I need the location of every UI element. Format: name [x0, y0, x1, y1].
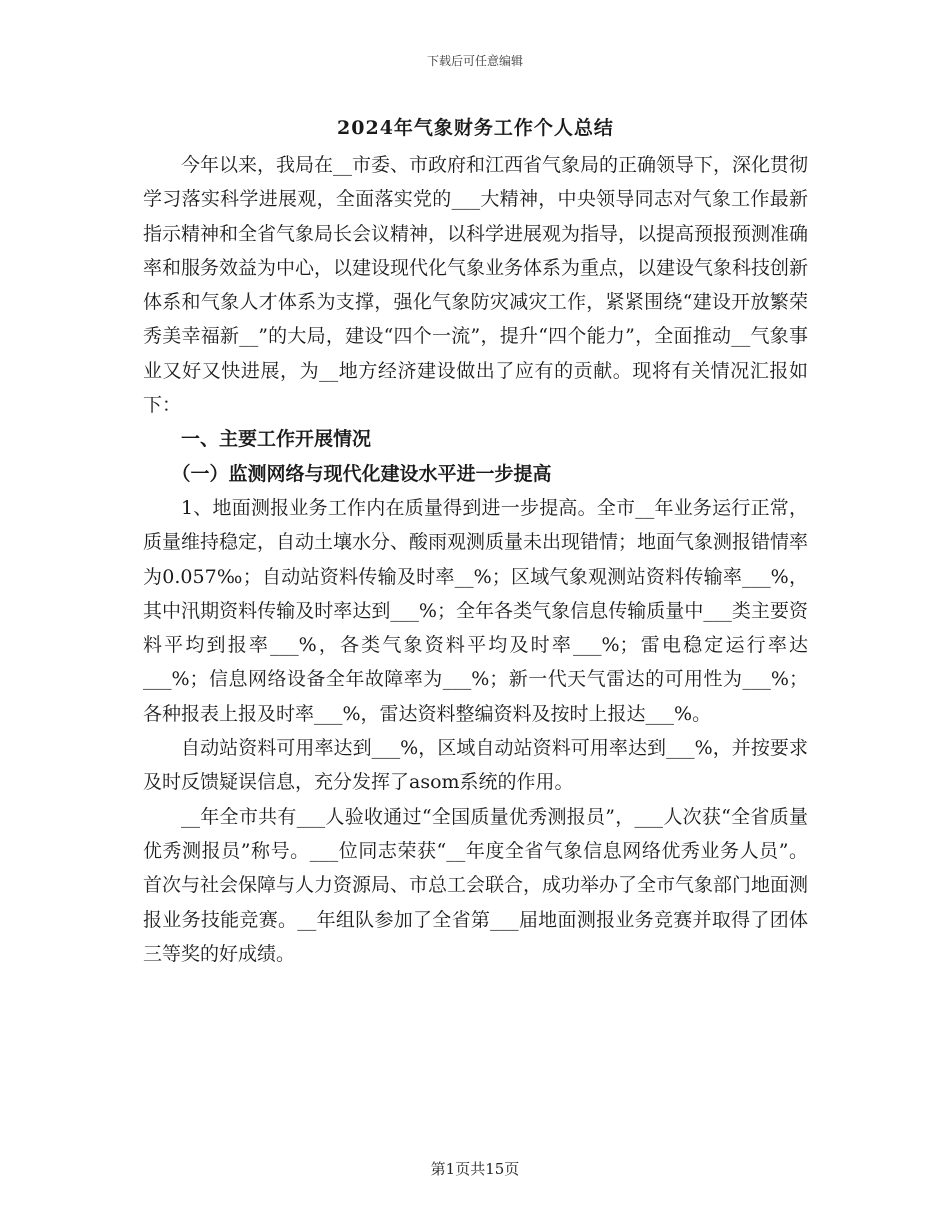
paragraph-awards: __年全市共有___人验收通过“全国质量优秀测报员”，___人次获“全省质量优秀测报员”称号。___位同志荣获“__年度全省气象信息网络优秀业务人员”。首次与社会保障与人力资源局、市总工会联合，成功举办了全市气象部门地面测报业务技能竞赛。__年组队参加了全省第___届地面测报业务竞赛并取得了团体三等奖的好成绩。	[143, 805, 809, 965]
paragraph-auto-station: 自动站资料可用率达到___%，区域自动站资料可用率达到___%，并按要求及时反馈疑误信息，充分发挥了asom系统的作用。	[143, 737, 808, 794]
document-title: 2024年气象财务工作个人总结	[337, 117, 614, 139]
intro-paragraph: 今年以来，我局在__市委、市政府和江西省气象局的正确领导下，深化贯彻学习落实科学进展观，全面落实党的___大精神，中央领导同志对气象工作最新指示精神和全省气象局长会议精神，以科学进展观为指导，以提高预报预测准确率和服务效益为中心，以建设现代化气象业务体系为重点，以建设气象科技创新体系和气象人才体系为支撑，强化气象防灾减灾工作，紧紧围绕“建设开放繁荣秀美幸福新__”的大局，建设“四个一流”，提升“四个能力”，全面推动__气象事业又好又快进展，为__地方经济建设做出了应有的贡献。现将有关情况汇报如下：	[143, 154, 809, 417]
subsection-heading: （一）监测网络与现代化建设水平进一步提高	[171, 462, 552, 485]
paragraph-observation: 1、地面测报业务工作内在质量得到进一步提高。全市__年业务运行正常，质量维持稳定，自动土壤水分、酸雨观测质量未出现错情；地面气象测报错情率为0.057‰；自动站资料传输及时率__%；区域气象观测站资料传输率___%，其中汛期资料传输及时率达到___%；全年各类气象信息传输质量中___类主要资料平均到报率___%，各类气象资料平均及时率___%；雷电稳定运行率达___%；信息网络设备全年故障率为___%；新一代天气雷达的可用性为___%；各种报表上报及时率___%，雷达资料整编资料及按时上报达___%。	[143, 496, 809, 725]
header-note: 下载后可任意编辑	[426, 54, 523, 68]
document-body	[143, 112, 808, 971]
page-number: 第1页共15页	[430, 1160, 520, 1178]
section-heading: 一、主要工作开展情况	[181, 428, 372, 451]
